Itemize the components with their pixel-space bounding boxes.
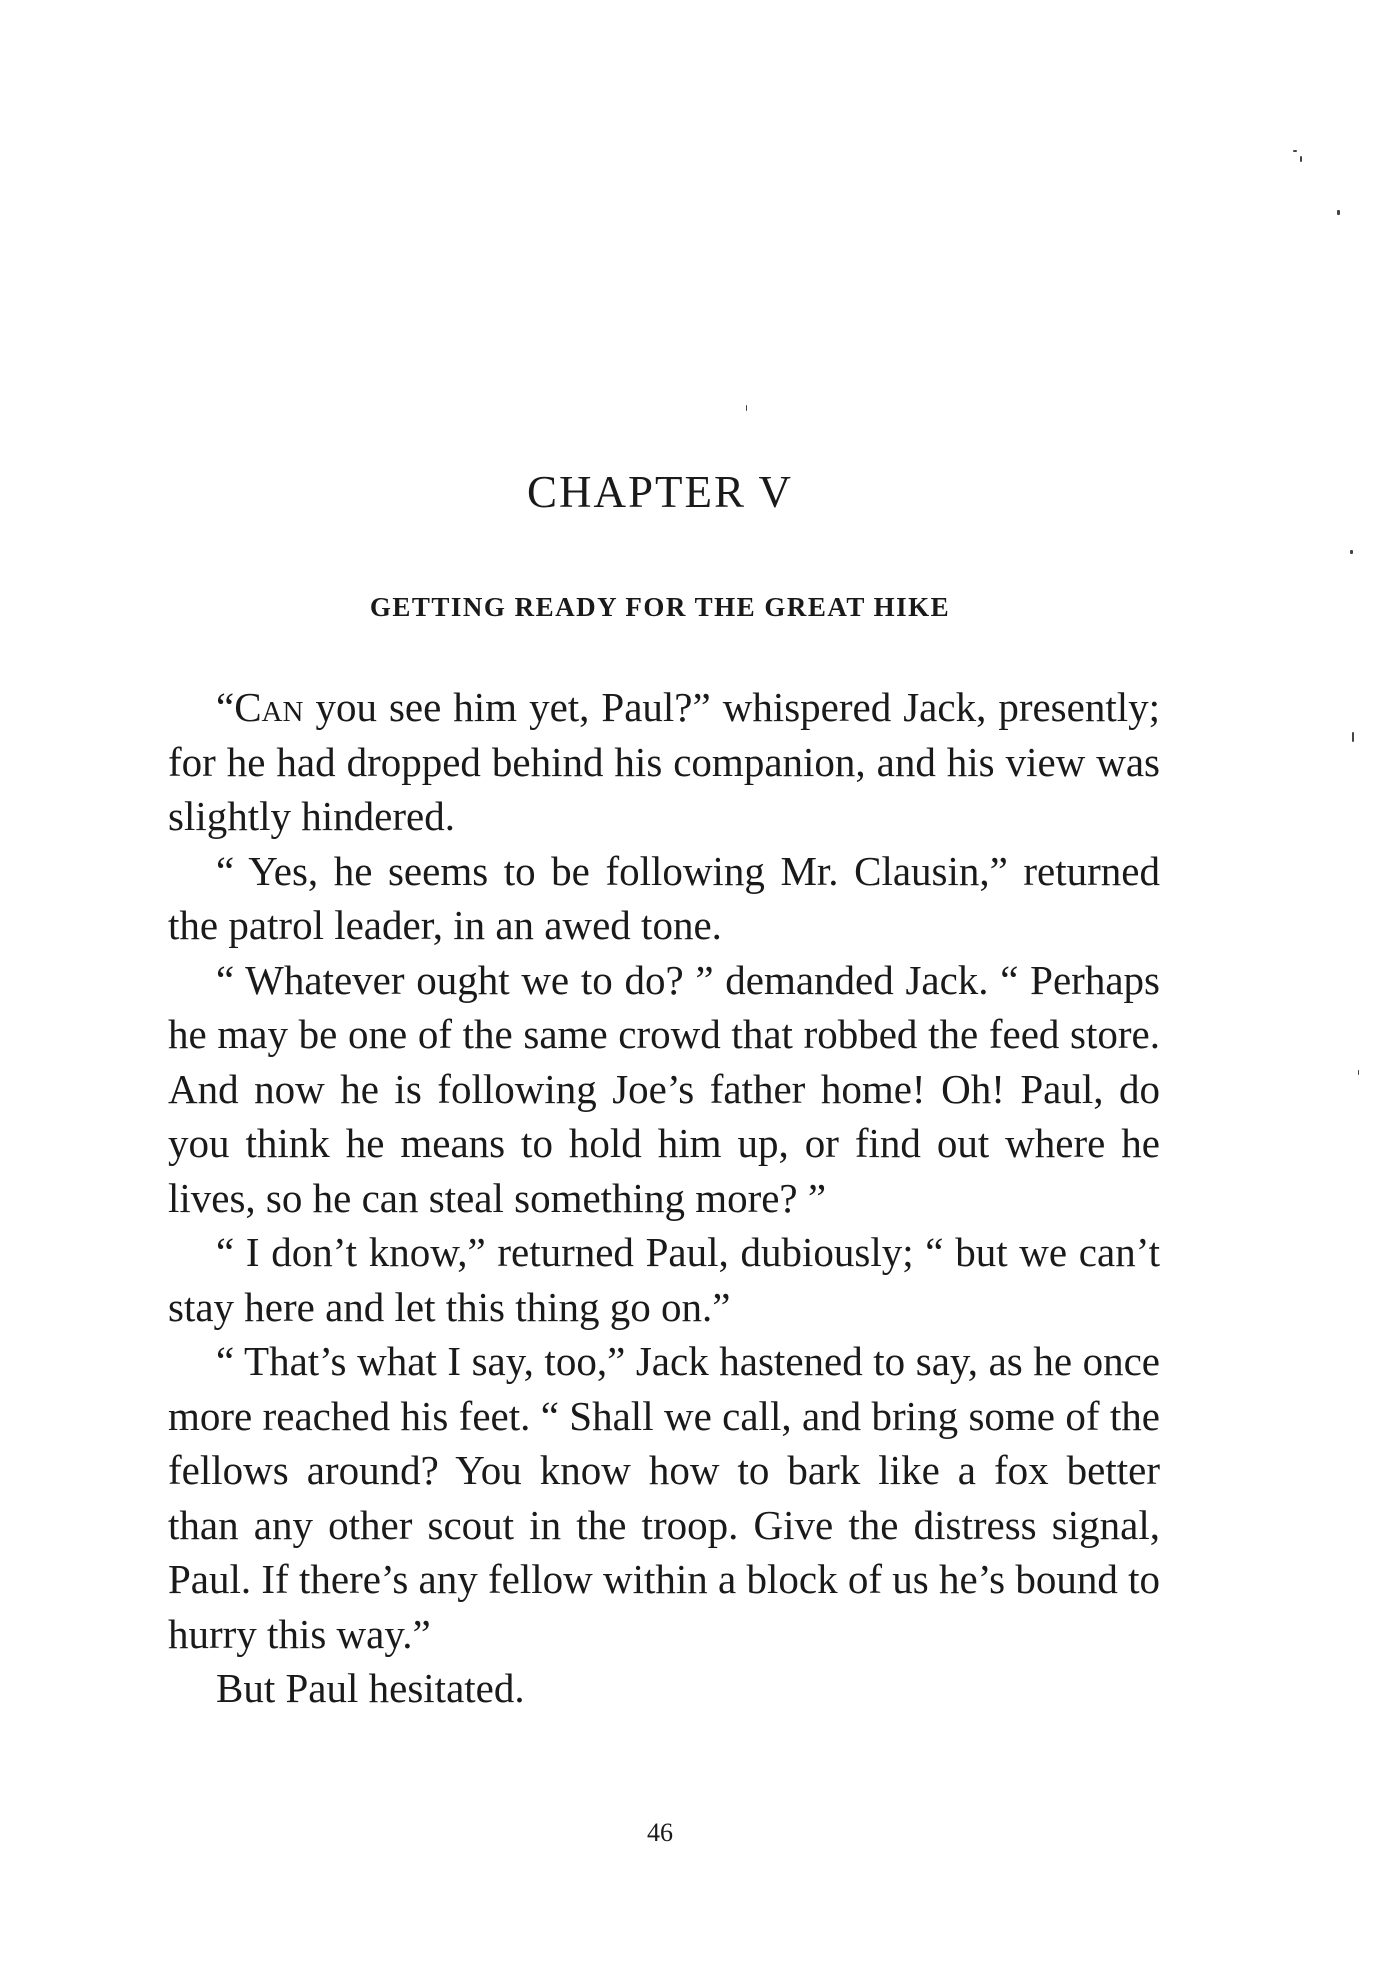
scan-speck: [1293, 150, 1297, 152]
paragraph-1: [168, 680, 1160, 844]
paragraph-4: “ I don’t know,” returned Paul, dubiously; “ but we can’t stay here and let this thing go on.”: [168, 1229, 1160, 1330]
scan-speck: [746, 405, 747, 411]
opening-quote: “: [216, 684, 235, 730]
page-number: 46: [647, 1818, 673, 1847]
scan-speck: [1350, 550, 1353, 554]
paragraph-5: “ That’s what I say, too,” Jack hastened to say, as he once more reached his feet. “ Shall we call, and bring some of the fellows around? You know how to bark like a fox better than any other scout in the troop. Give the distress signal, Paul. If there’s any fellow within a block of us he’s bound to hurry this way.”: [168, 1338, 1160, 1657]
body-text: [168, 680, 1160, 1716]
scan-speck: [1300, 156, 1302, 162]
scan-speck: [1358, 1070, 1359, 1075]
opening-word: Can: [234, 684, 304, 730]
chapter-subtitle: GETTING READY FOR THE GREAT HIKE: [369, 592, 951, 622]
paragraph-6: But Paul hesitated.: [216, 1665, 525, 1711]
chapter-title: CHAPTER V: [527, 467, 793, 517]
paragraph-3: “ Whatever ought we to do? ” demanded Jack. “ Perhaps he may be one of the same crowd that robbed the feed store. And now he is following Joe’s father home! Oh! Paul, do you think he means to hold him up, or find out where he lives, so he can steal something more? ”: [168, 956, 1160, 1221]
paragraph-1-text: you see him yet, Paul?” whispered Jack, presently; for he had dropped behind his companion, and his view was slightly hindered.: [168, 684, 1160, 839]
scan-speck: [1337, 210, 1340, 215]
paragraph-2: “ Yes, he seems to be following Mr. Clausin,” returned the patrol leader, in an awed tone.: [168, 847, 1160, 948]
scan-speck: [1352, 732, 1354, 742]
